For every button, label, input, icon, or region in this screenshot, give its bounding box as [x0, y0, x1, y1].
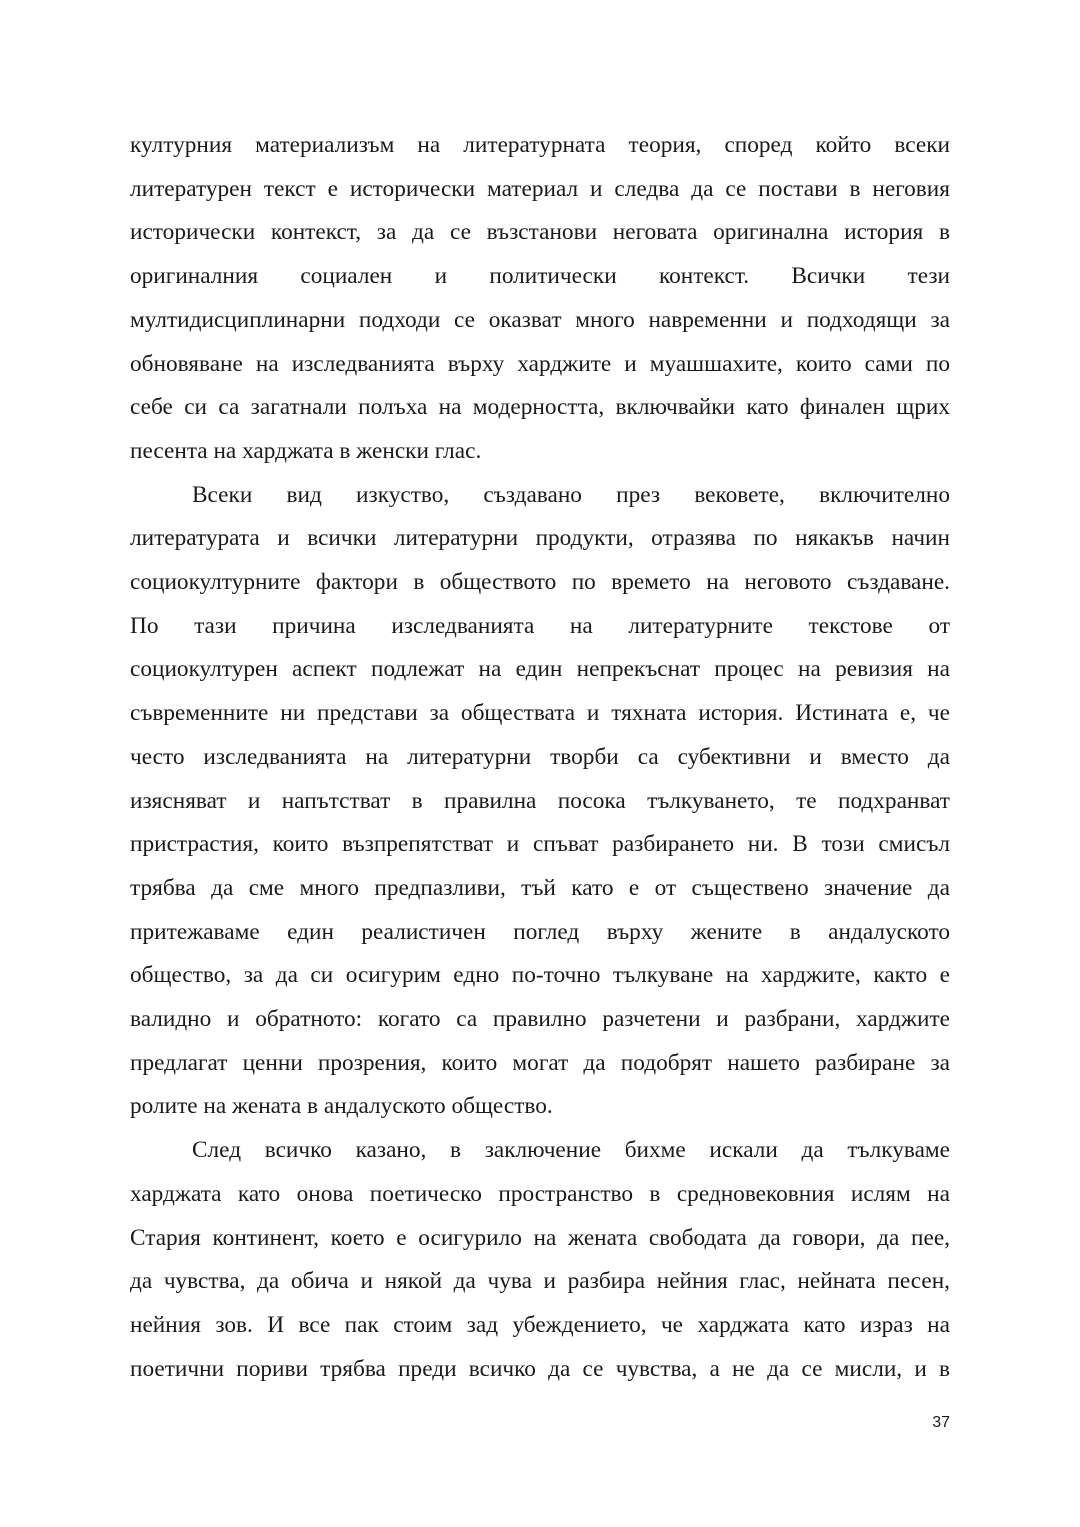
page-number: 37	[932, 1414, 950, 1431]
paragraph-2-line-12: общество, за да си осигурим едно по-точно тълкуване на харджите, както е	[130, 962, 950, 989]
paragraph-2-line-5: социокултурен аспект подлежат на един непрекъснат процес на ревизия на	[130, 656, 950, 683]
paragraph-2-line-2: литературата и всички литературни продукти, отразява по някакъв начин	[130, 525, 950, 552]
paragraph-2-line-11: притежаваме един реалистичен поглед върху жените в андалуското	[130, 918, 950, 945]
paragraph-2-line-14: предлагат ценни прозрения, които могат да подобрят нашето разбиране за	[130, 1049, 950, 1076]
paragraph-2-line-9: пристрастия, които възпрепятстват и спъват разбирането ни. В този смисъл	[130, 831, 950, 858]
paragraph-2-line-4: По тази причина изследванията на литературните текстове от	[130, 612, 950, 639]
paragraph-2-line-1: Всеки вид изкуство, създавано през вековете, включително	[192, 481, 950, 508]
paragraph-2-line-7: често изследванията на литературни творби са субективни и вместо да	[130, 743, 950, 770]
paragraph-2-line-6: съвременните ни представи за обществата и тяхната история. Истината е, че	[130, 700, 950, 727]
paragraph-1-line-8: песента на харджата в женски глас.	[130, 437, 482, 464]
body-text	[130, 124, 950, 1391]
paragraph-1-line-5: мултидисциплинарни подходи се оказват много навременни и подходящи за	[130, 306, 950, 333]
paragraph-1-line-4: оригиналния социален и политически контекст. Всички тези	[130, 263, 950, 290]
paragraph-3-line-3: Стария континент, което е осигурило на жената свободата да говори, да пее,	[130, 1224, 950, 1251]
paragraph-2-line-3: социокултурните фактори в обществото по времето на неговото създаване.	[130, 569, 950, 596]
paragraph-3-line-5: нейния зов. И все пак стоим зад убеждението, че харджата като израз на	[130, 1311, 950, 1338]
paragraph-3-line-4: да чувства, да обича и някой да чува и разбира нейния глас, нейната песен,	[130, 1268, 950, 1295]
paragraph-1-line-1: културния материализъм на литературната теория, според който всеки	[130, 132, 950, 158]
paragraph-1-line-2: литературен текст е исторически материал и следва да се постави в неговия	[130, 175, 950, 202]
paragraph-1-line-7: себе си са загатнали полъха на модерността, включвайки като финален щрих	[130, 394, 950, 421]
paragraph-2-line-15: ролите на жената в андалуското общество.	[130, 1093, 553, 1120]
paragraph-2-line-13: валидно и обратното: когато са правилно разчетени и разбрани, харджите	[130, 1006, 950, 1033]
paragraph-2-line-10: трябва да сме много предпазливи, тъй като е от съществено значение да	[130, 874, 950, 901]
paragraph-3-line-2: харджата като онова поетическо пространство в средновековния ислям на	[130, 1180, 950, 1207]
paragraph-3-line-6: поетични пориви трябва преди всичко да се чувства, а не да се мисли, и в	[130, 1355, 950, 1382]
paragraph-3-line-1: След всичко казано, в заключение бихме искали да тълкуваме	[192, 1137, 950, 1164]
paragraph-2-line-8: изясняват и напътстват в правилна посока тълкуването, те подхранват	[130, 787, 950, 814]
paragraph-1-line-3: исторически контекст, за да се възстанови неговата оригинална история в	[130, 219, 950, 246]
paragraph-1-line-6: обновяване на изследванията върху харджите и муашшахите, които сами по	[130, 350, 950, 377]
